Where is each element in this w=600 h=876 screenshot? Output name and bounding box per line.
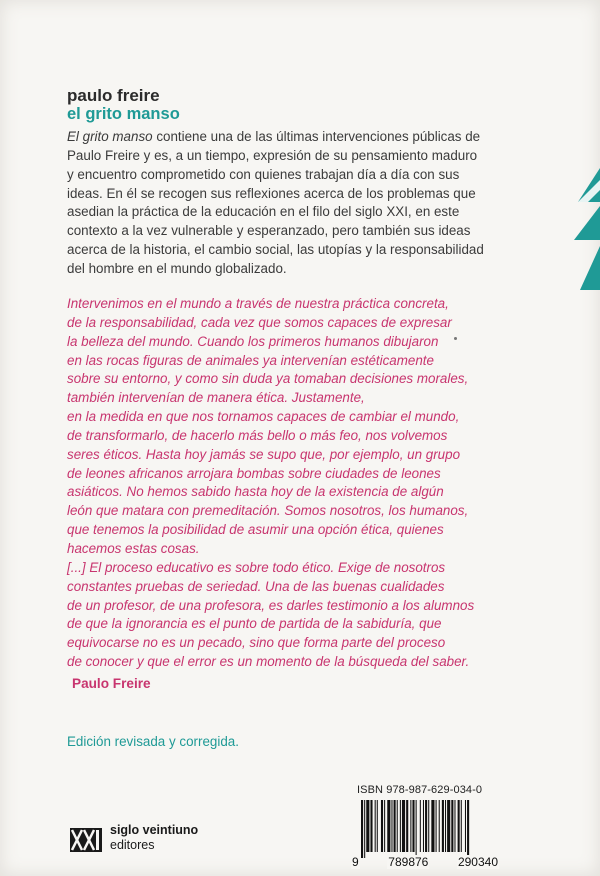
quote-line: seres éticos. Hasta hoy jamás se supo que, por ejemplo, un grupo bbox=[67, 446, 461, 462]
description-text: contiene una de las últimas intervenciones públicas de Paulo Freire y es, a un tiempo, expresión de su pensamiento maduro y encuentro comprometido con quienes trabajan día a día con sus ideas. En él se recogen sus reflexiones acerca de los problemas que asedian la práctica de la educación en el filo del siglo XXI, en este contexto a la vez vulnerable y esperanzado, pero también sus ideas acerca de la historia, el cambio social, las utopías y la responsabilidad del hombre en el mundo globalizado. bbox=[67, 129, 484, 276]
teal-stripe-decoration bbox=[560, 206, 600, 240]
quote-line: de conocer y que el error es un momento de la búsqueda del saber. bbox=[67, 654, 470, 670]
barcode-bar bbox=[428, 800, 429, 852]
quote-line: Intervenimos en el mundo a través de nuestra práctica concreta, bbox=[67, 296, 449, 311]
quote-line: constantes pruebas de seriedad. Una de las buenas cualidades bbox=[67, 578, 445, 594]
barcode-bar bbox=[431, 800, 434, 852]
paper-speck bbox=[454, 337, 457, 340]
quote-line: de un profesor, de una profesora, es darles testimonio a los alumnos bbox=[67, 597, 475, 613]
barcode-bar bbox=[420, 800, 421, 852]
barcode-bar bbox=[397, 800, 398, 852]
barcode-digits bbox=[351, 855, 499, 869]
quote-line: en las rocas figuras de animales ya intervenían estéticamente bbox=[67, 352, 434, 368]
barcode-bar bbox=[387, 800, 390, 852]
barcode-bar bbox=[366, 800, 369, 852]
quote-line: asiáticos. No hemos sabido hasta hoy de la existencia de algún bbox=[67, 484, 444, 500]
author-quote bbox=[67, 295, 497, 672]
barcode-bar bbox=[406, 800, 408, 852]
barcode-bar bbox=[467, 800, 469, 858]
quote-line: equivocarse no es un pecado, sino que forma parte del proceso bbox=[67, 635, 446, 651]
barcode-bar bbox=[461, 800, 462, 852]
barcode-bar bbox=[439, 800, 440, 852]
barcode-bar bbox=[447, 800, 450, 852]
quote-line: de leones africanos arrojara bombas sobre ciudades de leones bbox=[67, 465, 441, 481]
quote-line: hacemos estas cosas. bbox=[67, 540, 200, 556]
barcode-bar bbox=[381, 800, 383, 852]
publisher-name-line2: editores bbox=[110, 838, 155, 852]
teal-stripe-decoration bbox=[560, 168, 600, 202]
barcode-bar bbox=[361, 800, 363, 858]
barcode-bar bbox=[445, 800, 446, 852]
barcode-bar bbox=[442, 800, 444, 852]
quote-line: león que matara con premeditación. Somos nosotros, los humanos, bbox=[67, 503, 469, 519]
barcode-bar bbox=[410, 800, 411, 852]
quote-line: la belleza del mundo. Cuando los primeros humanos dibujaron bbox=[67, 333, 439, 349]
edition-note: Edición revisada y corregida. bbox=[67, 734, 239, 749]
barcode-digit-group-2: 789876 bbox=[388, 855, 429, 869]
barcode-digit-group-1: 9 bbox=[352, 855, 359, 869]
publisher-name bbox=[110, 823, 198, 853]
barcode-bar bbox=[412, 800, 414, 852]
quote-line: que tenemos la posibilidad de asumir una opción ética, quienes bbox=[67, 522, 444, 538]
barcode-bar bbox=[458, 800, 460, 852]
isbn-label: ISBN 978-987-629-034-0 bbox=[357, 784, 483, 796]
barcode-bar bbox=[454, 800, 455, 852]
barcode-bar bbox=[465, 800, 466, 852]
barcode-bar bbox=[391, 800, 392, 852]
barcode-bar bbox=[377, 800, 378, 852]
quote-line: en la medida en que nos tornamos capaces de cambiar el mundo, bbox=[67, 409, 460, 425]
quote-signature: Paulo Freire bbox=[72, 676, 151, 691]
barcode-bar bbox=[364, 800, 365, 858]
barcode-bar bbox=[400, 800, 401, 852]
teal-stripe-decoration bbox=[560, 246, 600, 280]
barcode-bar bbox=[451, 800, 453, 852]
barcode-bar bbox=[394, 800, 396, 852]
barcode-bar bbox=[436, 800, 437, 852]
barcode-bar bbox=[423, 800, 424, 852]
publisher-name-line1: siglo veintiuno bbox=[110, 823, 199, 837]
description-title-italic: El grito manso bbox=[67, 129, 153, 144]
barcode-bar bbox=[370, 800, 372, 852]
publisher-logo bbox=[70, 828, 102, 852]
author-name: paulo freire bbox=[67, 86, 160, 105]
barcode-bar bbox=[384, 800, 385, 852]
barcode-bar bbox=[375, 800, 376, 852]
barcode-bar bbox=[402, 800, 405, 852]
barcode-digit-group-3: 290340 bbox=[457, 855, 498, 869]
book-description bbox=[67, 128, 487, 279]
barcode-bar bbox=[416, 800, 417, 858]
quote-line: también intervenían de manera ética. Justamente, bbox=[67, 390, 365, 406]
quote-line: de la responsabilidad, cada vez que somos capaces de expresar bbox=[67, 314, 452, 330]
barcode-bar bbox=[425, 800, 427, 852]
book-title: el grito manso bbox=[67, 105, 180, 123]
quote-line: [...] El proceso educativo es sobre todo ético. Exige de nosotros bbox=[67, 559, 446, 575]
barcode bbox=[351, 800, 499, 858]
quote-line: de que la ignorancia es el punto de partida de la sabiduría, que bbox=[67, 616, 442, 632]
quote-line: de transformarlo, de hacerlo más bello o más feo, nos volvemos bbox=[67, 427, 448, 443]
quote-line: sobre su entorno, y como sin duda ya tomaban decisiones morales, bbox=[67, 371, 469, 387]
